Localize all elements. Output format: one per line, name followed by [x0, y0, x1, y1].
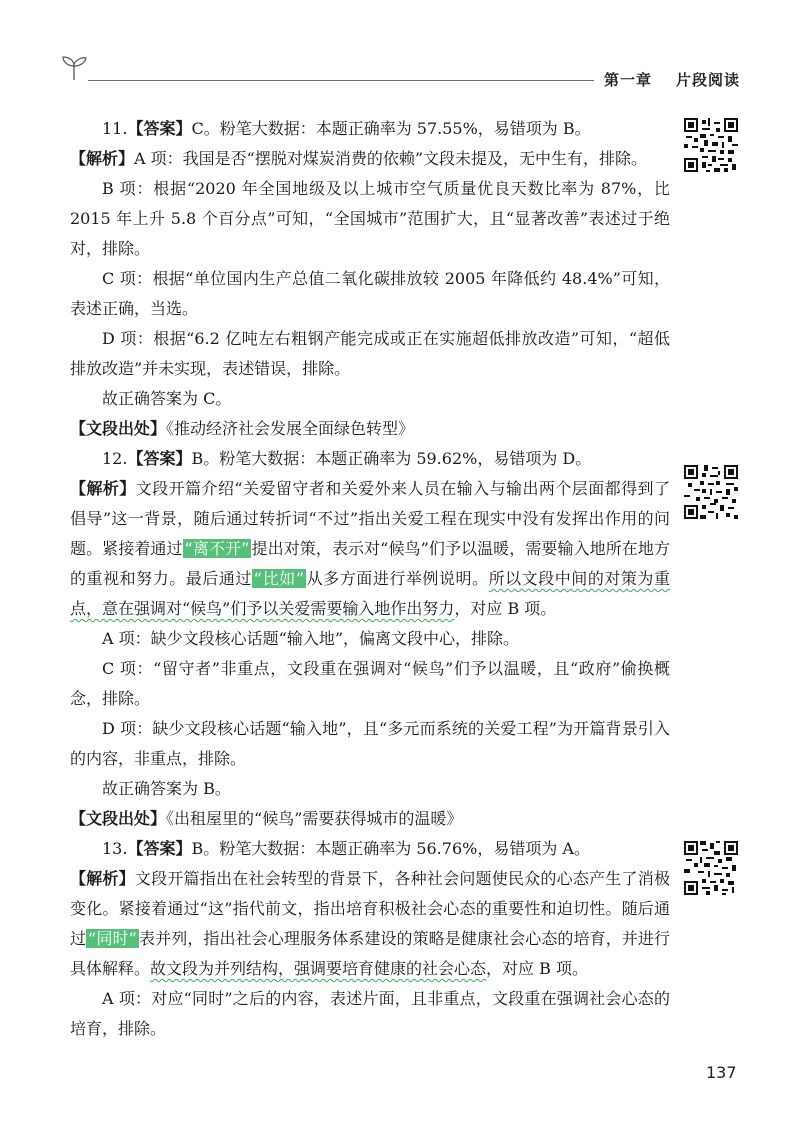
analysis-text: 提出对策，表示对“候鸟”们予以温暖，需要输入地所在地方的重视和努力。最后通过 — [70, 539, 670, 588]
q11-option-c: C 项：根据“单位国内生产总值二氧化碳排放较 2005 年降低约 48.4%”可知，表述正确，当选。 — [70, 269, 670, 318]
highlight-keyword: “同时” — [88, 929, 137, 948]
question-number: 12. — [102, 449, 128, 468]
analysis-text: 文段开篇介绍“关爱留守者和关爱外来人员在输入与输出两个层面都得到了倡导”这一背景，随后通过转折词“不过”指出关爱工程在现实中没有发挥出作用的问题。紧接着通过 — [70, 479, 670, 558]
answer-text: B。粉笔大数据：本题正确率为 56.76%，易错项为 A。 — [191, 839, 590, 858]
q11-final-answer: 故正确答案为 C。 — [102, 389, 232, 408]
q11-answer-line — [70, 114, 670, 144]
source-tag: 【文段出处】 — [70, 809, 167, 828]
answer-text: C。粉笔大数据：本题正确率为 57.55%，易错项为 B。 — [191, 119, 591, 138]
question-number: 13. — [102, 839, 128, 858]
q12-answer-line — [70, 444, 670, 474]
q11-option-d: D 项：根据“6.2 亿吨左右粗钢产能完成或正在实施超低排放改造”可知，“超低排放改造”并未实现，表述错误，排除。 — [70, 329, 670, 378]
q11-analysis — [70, 144, 670, 174]
sprout-icon — [60, 52, 88, 82]
question-number: 11. — [102, 119, 128, 138]
q13-answer-line — [70, 834, 670, 864]
analysis-tag: 【解析】 — [70, 479, 136, 498]
answer-text: B。粉笔大数据：本题正确率为 59.62%，易错项为 D。 — [191, 449, 592, 468]
source-text: 《推动经济社会发展全面绿色转型》 — [166, 419, 415, 438]
page-header — [0, 0, 800, 100]
q13-option-a: A 项：对应“同时”之后的内容，表述片面，且非重点，文段重在强调社会心态的培育，排除。 — [70, 989, 670, 1038]
q11-source — [70, 414, 670, 444]
explanation-content — [70, 114, 670, 1044]
page-number: 137 — [706, 1063, 737, 1082]
analysis-text: 表并列，指出社会心理服务体系建设的策略是健康社会心态的培育，并进行具体解释。 — [70, 929, 670, 978]
q12-option-d: D 项：缺少文段核心话题“输入地”，且“多元而系统的关爱工程”为开篇背景引入的内容，非重点，排除。 — [70, 719, 670, 768]
q12-final-answer: 故正确答案为 B。 — [102, 779, 231, 798]
q11-option-b: B 项：根据“2020 年全国地级及以上城市空气质量优良天数比率为 87%，比 2015 年上升 5.8 个百分点”可知，“全国城市”范围扩大，且“显著改善”表述过于绝对，排除。 — [70, 179, 670, 258]
analysis-text: ，对应 B 项。 — [454, 599, 557, 618]
answer-tag: 【答案】 — [127, 839, 192, 858]
analysis-tag: 【解析】 — [70, 149, 135, 168]
answer-tag: 【答案】 — [127, 119, 192, 138]
section-label: 片段阅读 — [676, 71, 741, 89]
qr-code-icon[interactable] — [684, 118, 738, 172]
highlight-keyword: “离不开” — [184, 539, 250, 558]
analysis-text: 从多方面进行举例说明。 — [306, 569, 489, 588]
qr-code-icon[interactable] — [684, 465, 738, 519]
q13-analysis — [70, 864, 670, 984]
wavy-underline-text: 故文段为并列结构，强调要培育健康的社会心态 — [150, 959, 487, 978]
answer-tag: 【答案】 — [127, 449, 192, 468]
chapter-label: 第一章 — [604, 71, 653, 89]
analysis-tag: 【解析】 — [70, 869, 135, 888]
source-tag: 【文段出处】 — [70, 419, 167, 438]
source-text: 《出租屋里的“候鸟”需要获得城市的温暖》 — [166, 809, 463, 828]
q12-option-c: C 项：“留守者”非重点，文段重在强调对“候鸟”们予以温暖，且“政府”偷换概念，排除。 — [70, 659, 670, 708]
analysis-text: 文段开篇指出在社会转型的背景下，各种社会问题使民众的心态产生了消极变化。紧接着通过“这”指代前文，指出培育积极社会心态的重要性和迫切性。随后通过 — [70, 869, 670, 948]
analysis-text: ，对应 B 项。 — [486, 959, 588, 978]
q12-analysis — [70, 474, 670, 624]
qr-code-icon[interactable] — [684, 841, 738, 895]
q12-source — [70, 804, 670, 834]
analysis-text: A 项：我国是否“摆脱对煤炭消费的依赖”文段未提及，无中生有，排除。 — [134, 149, 648, 168]
q12-option-a: A 项：缺少文段核心话题“输入地”，偏离文段中心，排除。 — [102, 629, 520, 648]
wavy-underline-text: 所以文段中间的对策为重点，意在强调对“候鸟”们予以关爱需要输入地作出努力 — [70, 569, 670, 618]
header-rule — [88, 80, 594, 81]
highlight-keyword: “比如” — [253, 569, 305, 588]
